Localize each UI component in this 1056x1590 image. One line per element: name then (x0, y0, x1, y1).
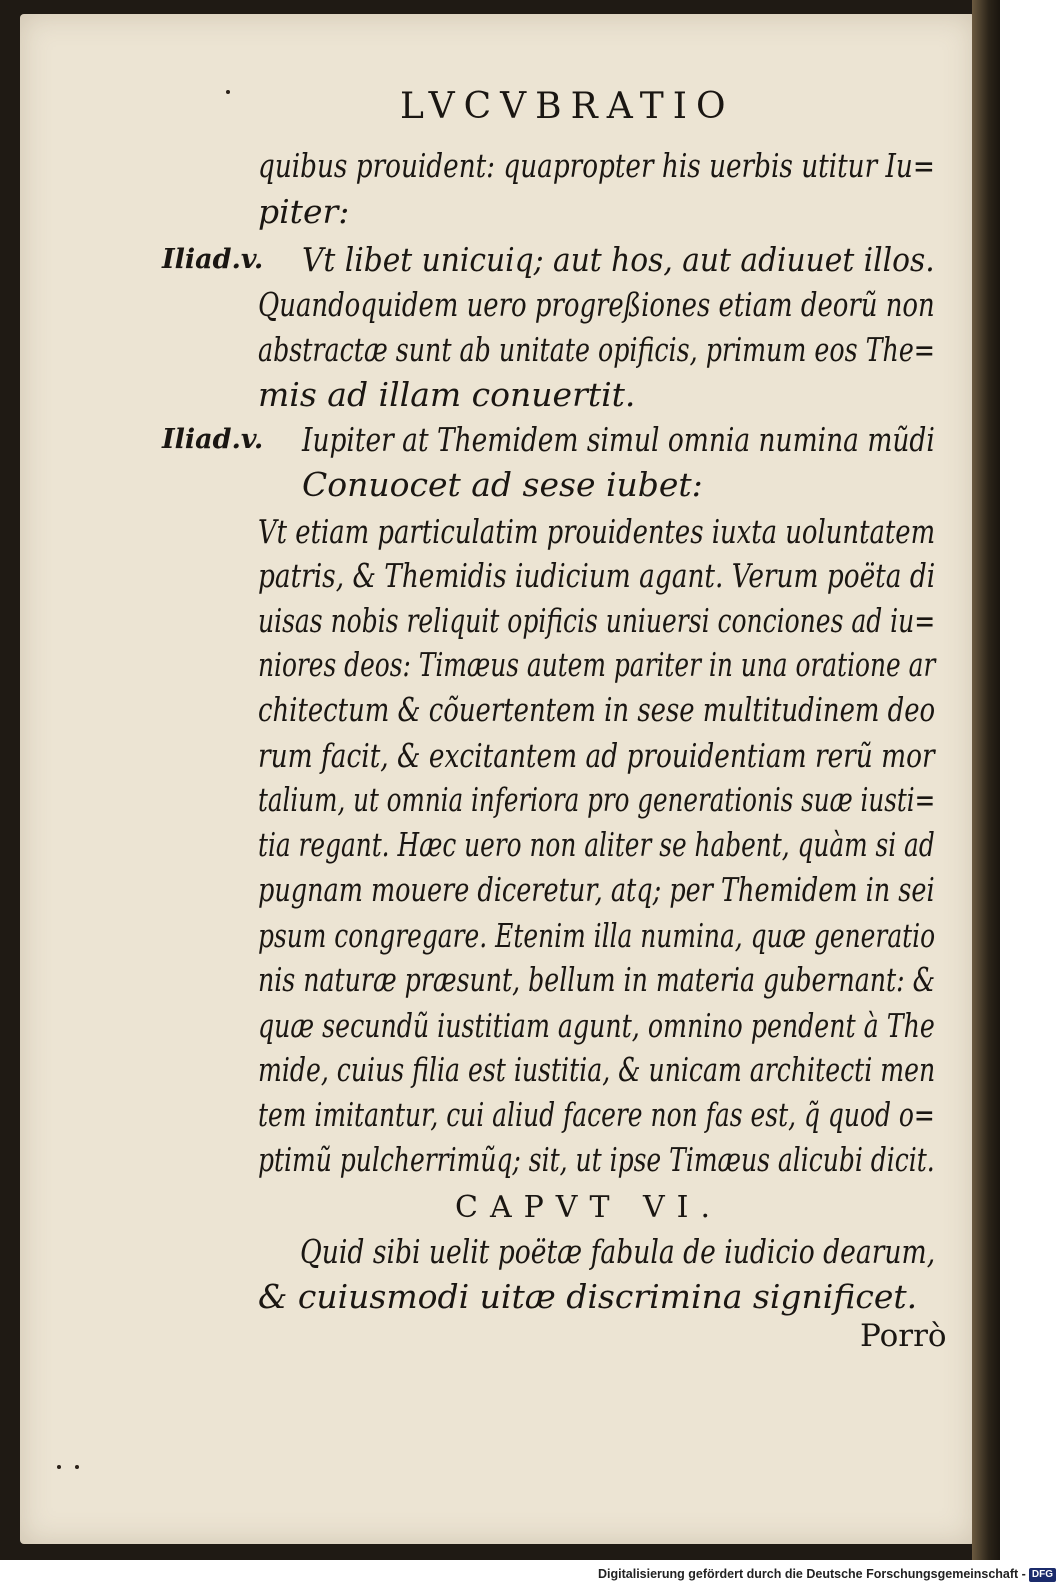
digitization-credit (598, 1567, 1053, 1582)
chapter-summary-line: Quid sibi uelit poëtæ fabula de iudicio dearum, (300, 1232, 936, 1271)
text-line: rum facit, & excitantem ad prouidentiam rerũ mor (258, 736, 935, 775)
text-line: niores deos: Timæus autem pariter in una oratione ar (258, 645, 936, 684)
dfg-logo: DFG (1029, 1568, 1056, 1582)
text-line: talium, ut omnia inferiora pro generationis suæ iusti= (258, 780, 936, 819)
text-line: Vt etiam particulatim prouidentes iuxta uoluntatem (258, 512, 936, 551)
text-line: mide, cuius filia est iustitia, & unicam architecti men (258, 1050, 936, 1089)
margin-note: Iliad.v. (162, 244, 264, 275)
credit-text: Digitalisierung gefördert durch die Deutsche Forschungsgemeinschaft - (598, 1567, 1026, 1581)
running-head: LVCVBRATIO (400, 86, 735, 127)
chapter-summary-line: & cuiusmodi uitæ discrimina significet. (258, 1277, 918, 1316)
text-line: Vt libet unicuiq; aut hos, aut adiuuet illos. (302, 240, 935, 279)
text-line: quæ secundũ iustitiam agunt, omnino pendent à The (258, 1006, 935, 1045)
catchword: Porrò (860, 1318, 947, 1354)
text-line: pugnam mouere diceretur, atq; per Themidem in sei (258, 870, 935, 909)
text-line: patris, & Themidis iudicium agant. Verum poëta di (258, 556, 936, 595)
text-line: psum congregare. Etenim illa numina, quæ generatio (258, 916, 936, 955)
margin-note: Iliad.v. (162, 424, 264, 455)
text-line: tia regant. Hæc uero non aliter se habent, quàm si ad (258, 825, 935, 864)
text-line: uisas nobis reliquit opificis uniuersi conciones ad iu= (258, 601, 936, 640)
text-line: chitectum & cõuertentem in sese multitudinem deo (258, 690, 936, 729)
text-line: Quandoquidem uero progreßiones etiam deorũ non (258, 285, 935, 324)
chapter-heading: CAPVT VI. (455, 1190, 723, 1225)
text-line: ptimũ pulcherrimũq; sit, ut ipse Timæus alicubi dicit. (258, 1140, 935, 1179)
text-line: nis naturæ præsunt, bellum in materia gubernant: & (258, 960, 936, 999)
text-line: Conuocet ad sese iubet: (302, 465, 703, 504)
text-line: piter: (258, 192, 350, 231)
text-line: abstractæ sunt ab unitate opificis, primum eos The= (258, 330, 936, 369)
text-line: mis ad illam conuertit. (258, 375, 636, 414)
text-line: Iupiter at Themidem simul omnia numina mũdi (302, 420, 935, 459)
text-line: quibus prouident: quapropter his uerbis utitur Iu= (258, 146, 935, 185)
text-line: tem imitantur, cui aliud facere non fas est, q̃ quod o= (258, 1095, 935, 1134)
